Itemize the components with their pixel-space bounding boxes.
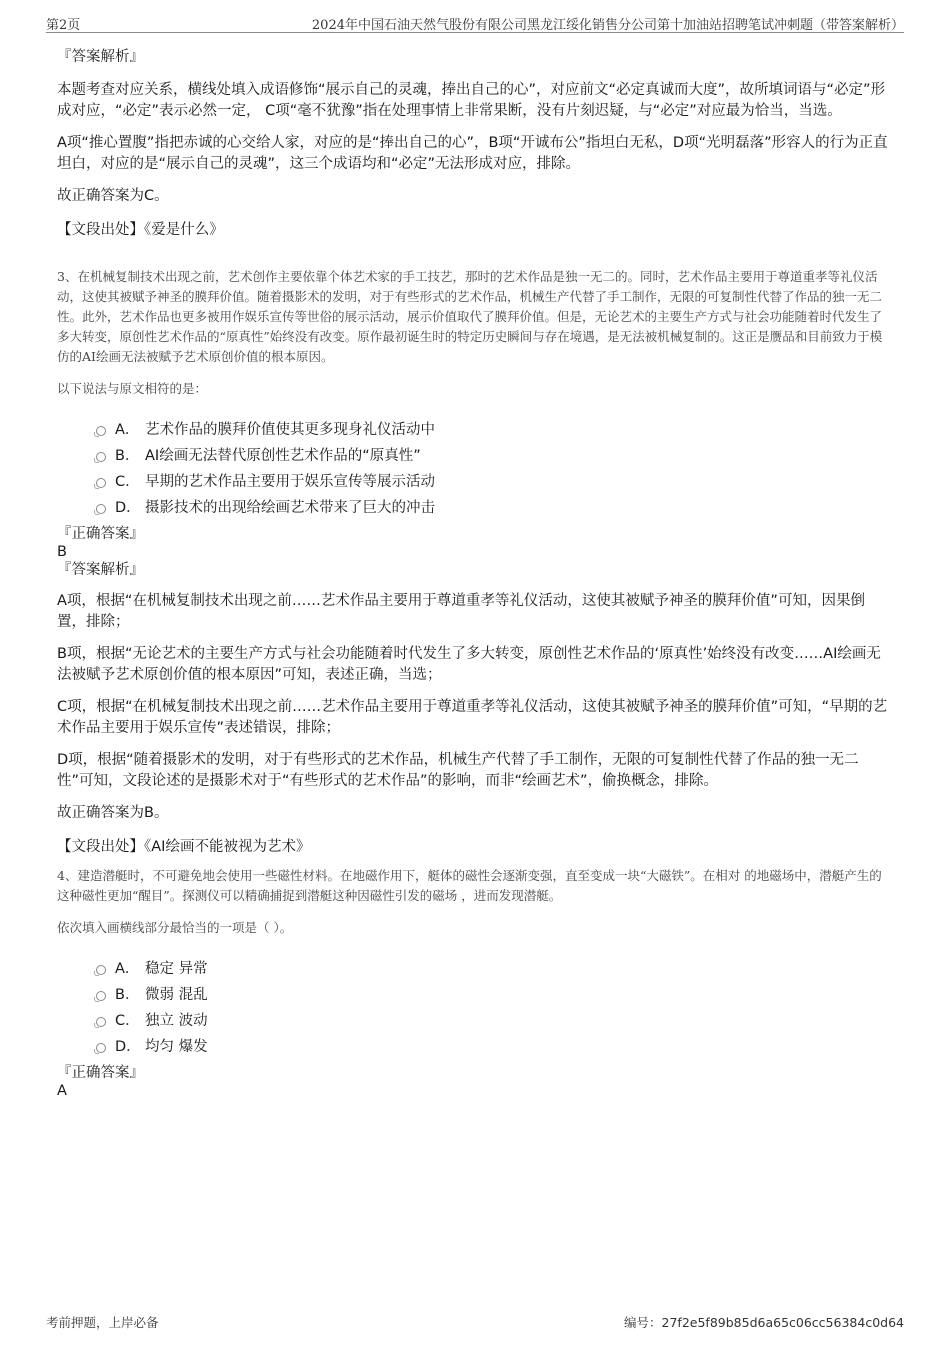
option-text: 早期的艺术作品主要用于娱乐宣传等展示活动 (145, 474, 435, 490)
answer-value: B (57, 544, 67, 560)
answer-tag: 『正确答案』 (57, 1065, 144, 1081)
option-a[interactable] (57, 417, 892, 443)
option-b[interactable] (57, 982, 892, 1008)
option-letter: D． (115, 1039, 141, 1055)
option-letter: D． (115, 500, 141, 516)
radio-icon[interactable] (96, 452, 106, 462)
document-title: 2024年中国石油天然气股份有限公司黑龙江绥化销售分公司第十加油站招聘笔试冲刺题（带答案解析） (311, 18, 904, 33)
q3-analysis (57, 591, 892, 858)
option-a[interactable] (57, 956, 892, 982)
analysis-paragraph: B项，根据“无论艺术的主要生产方式与社会功能随着时代发生了多大转变，原创性艺术作品的‘原真性’始终没有改变……AI绘画无法被赋予艺术原创价值的根本原因”可知，表述正确，当选； (57, 646, 881, 683)
radio-icon[interactable] (96, 478, 106, 488)
source-line: 【文段出处】《爱是什么》 (57, 222, 224, 238)
option-d[interactable] (57, 1034, 892, 1060)
answer-tag: 『正确答案』 (57, 526, 144, 542)
analysis-paragraph: 本题考查对应关系，横线处填入成语修饰“展示自己的灵魂，捧出自己的心”，对应前文“必定真诚而大度”，故所填词语与“必定”形成对应，“必定”表示必然一定， C项“毫不犹豫”指在处理事情上非常果断，没有片刻迟疑，与“必定”对应最为恰当，当选。 (57, 82, 886, 119)
option-text: 均匀 爆发 (145, 1039, 208, 1055)
q2-analysis (57, 80, 892, 241)
document-body (57, 48, 892, 1100)
radio-icon[interactable] (96, 426, 106, 436)
answer-value: A (57, 1083, 67, 1099)
radio-icon[interactable] (96, 991, 106, 1001)
option-letter: A． (115, 961, 140, 977)
analysis-tag: 『答案解析』 (57, 49, 144, 65)
page-number: 第2页 (46, 18, 81, 33)
option-text: 摄影技术的出现给绘画艺术带来了巨大的冲击 (145, 500, 435, 516)
option-letter: B． (115, 448, 140, 464)
page-header (46, 12, 904, 33)
option-letter: C． (115, 474, 140, 490)
question-prompt: 以下说法与原文相符的是： (57, 381, 208, 396)
option-c[interactable] (57, 469, 892, 495)
analysis-paragraph: A项“推心置腹”指把赤诚的心交给人家，对应的是“捧出自己的心”，B项“开诚布公”指坦白无私，D项“光明磊落”形容人的行为正直坦白，对应的是“展示自己的灵魂”，这三个成语均和“必定”无法形成对应，排除。 (57, 135, 888, 172)
option-text: 独立 波动 (145, 1013, 208, 1029)
analysis-paragraph: C项，根据“在机械复制技术出现之前……艺术作品主要用于尊道重孝等礼仪活动，这使其被赋予神圣的膜拜价值”可知，“早期的艺术作品主要用于娱乐宣传”表述错误，排除； (57, 699, 888, 736)
option-text: 稳定 异常 (145, 961, 208, 977)
option-text: 微弱 混乱 (145, 987, 208, 1003)
analysis-paragraph: 故正确答案为C。 (57, 188, 169, 204)
document-id: 编号：27f2e5f89b85d6a65c06cc56384c0d64 (624, 1315, 904, 1330)
option-c[interactable] (57, 1008, 892, 1034)
option-text: 艺术作品的膜拜价值使其更多现身礼仪活动中 (145, 422, 435, 438)
option-letter: B． (115, 987, 140, 1003)
radio-icon[interactable] (96, 1017, 106, 1027)
option-list (57, 417, 892, 521)
analysis-paragraph: A项，根据“在机械复制技术出现之前……艺术作品主要用于尊道重孝等礼仪活动，这使其被赋予神圣的膜拜价值”可知，因果倒置，排除； (57, 593, 865, 630)
question-passage: 3、在机械复制技术出现之前，艺术创作主要依靠个体艺术家的手工技艺，那时的艺术作品是独一无二的。同时，艺术作品主要用于尊道重孝等礼仪活动，这使其被赋予神圣的膜拜价值。随着摄影术的发明，对于有些形式的艺术作品，机械生产代替了手工制作，无限的可复制性代替了作品的独一无二性。此外，艺术作品也更多被用作娱乐宣传等世俗的展示活动，展示价值取代了膜拜价值。但是，无论艺术的主要生产方式与社会功能随着时代发生了多大转变，原创性艺术作品的“原真性”始终没有改变。原作最初诞生时的特定历史瞬间与存在境遇，是无法被机械复制的。这正是赝品和目前致力于模仿的AI绘画无法被赋予艺术原创价值的根本原因。 (57, 269, 883, 364)
footer-slogan: 考前押题，上岸必备 (46, 1315, 159, 1330)
option-list (57, 956, 892, 1060)
radio-icon[interactable] (96, 504, 106, 514)
option-letter: C． (115, 1013, 140, 1029)
option-letter: A． (115, 422, 140, 438)
radio-icon[interactable] (96, 965, 106, 975)
question-prompt: 依次填入画横线部分最恰当的一项是（ ）。 (57, 920, 293, 935)
option-text: AI绘画无法替代原创性艺术作品的“原真性” (145, 448, 421, 464)
option-b[interactable] (57, 443, 892, 469)
radio-icon[interactable] (96, 1043, 106, 1053)
analysis-paragraph: 故正确答案为B。 (57, 805, 169, 821)
analysis-paragraph: D项，根据“随着摄影术的发明，对于有些形式的艺术作品，机械生产代替了手工制作，无限的可复制性代替了作品的独一无二性”可知，文段论述的是摄影术对于“有些形式的艺术作品”的影响，而非“绘画艺术”，偷换概念，排除。 (57, 752, 859, 789)
source-line: 【文段出处】《AI绘画不能被视为艺术》 (57, 839, 311, 855)
analysis-tag: 『答案解析』 (57, 562, 144, 578)
page-footer (46, 1313, 904, 1333)
option-d[interactable] (57, 495, 892, 521)
question-passage: 4、建造潜艇时，不可避免地会使用一些磁性材料。在地磁作用下，艇体的磁性会逐渐变强，直至变成一块“大磁铁”。在相对 的地磁场中，潜艇产生的这种磁性更加“醒目”。探测仪可以精确捕捉到潜艇这种因磁性引发的磁场 ，进而发现潜艇。 (57, 868, 882, 903)
